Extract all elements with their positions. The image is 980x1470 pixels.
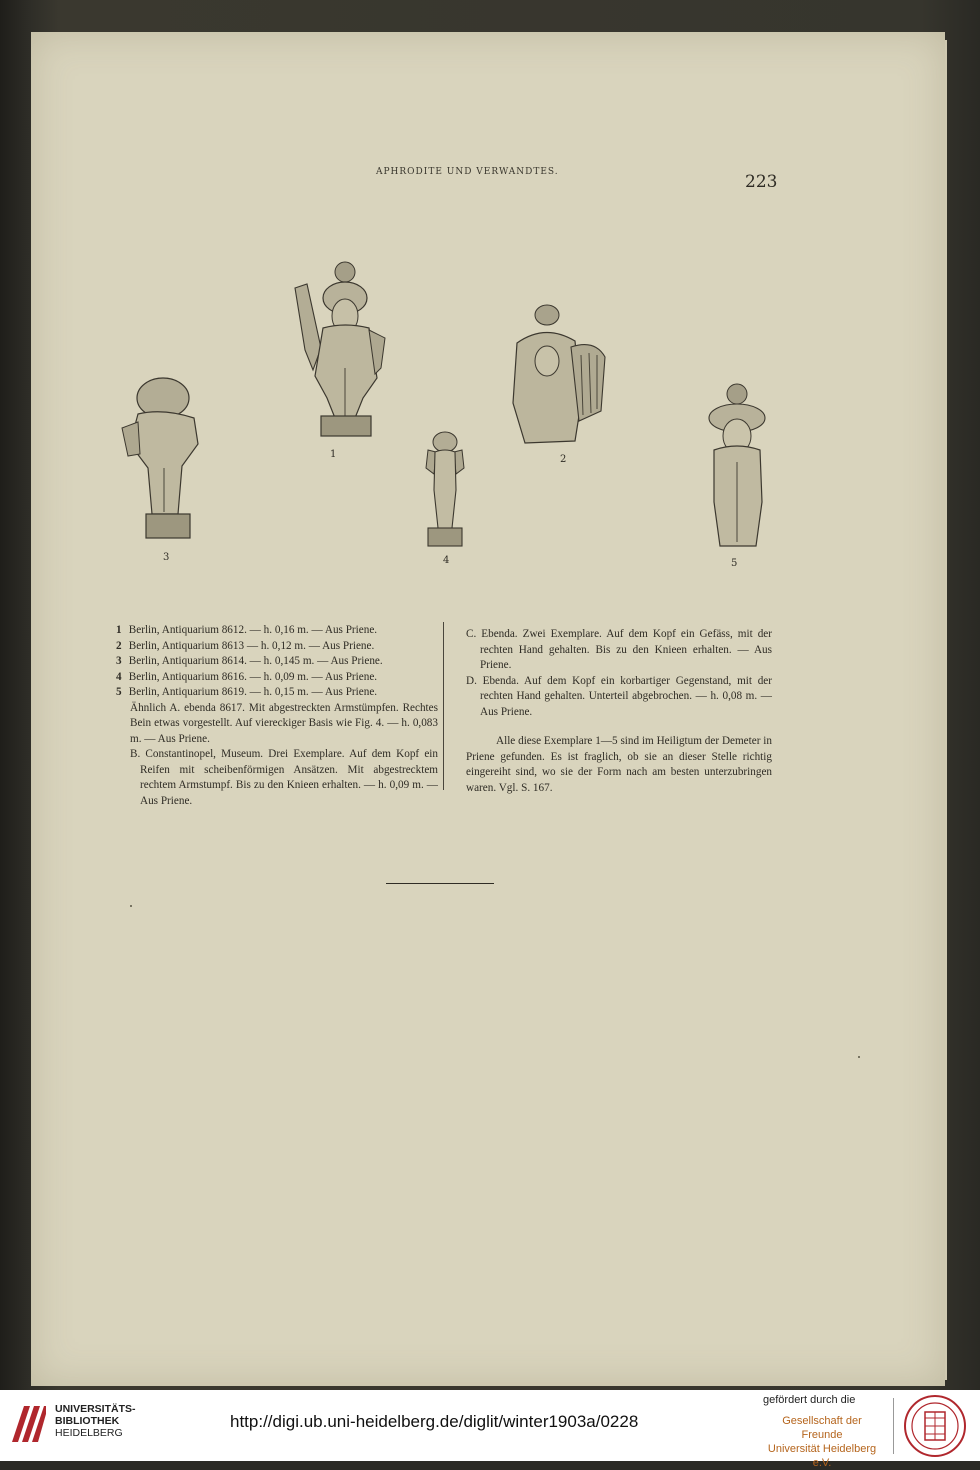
figure-2-statuette	[505, 303, 615, 453]
caption-note-b: B. Constantinopel, Museum. Drei Exemplare. Auf dem Kopf ein Reifen mit scheibenförmigen Ansätzen. Mit abgestrecktem rechtem Armstumpf. Bis zu den Knieen erhalten. — h. 0,09 m. — Aus Priene.	[130, 748, 438, 807]
figure-1-statuette	[285, 258, 395, 440]
column-divider	[443, 622, 444, 790]
caption-entry: 5 Berlin, Antiquarium 8619. — h. 0,15 m. — Aus Priene.	[116, 686, 378, 698]
caption-note-c: C. Ebenda. Zwei Exemplare. Auf dem Kopf ein Gefäss, mit der rechten Hand gehalten. Bis zu den Knieen erhalten. — Aus Priene.	[466, 628, 772, 671]
university-seal-icon	[903, 1394, 967, 1458]
footer-separator	[893, 1398, 894, 1454]
captions-left	[116, 623, 438, 809]
figure-5-statuette	[700, 382, 775, 554]
caption-entry: 3 Berlin, Antiquarium 8614. — h. 0,145 m. — Aus Priene.	[116, 655, 383, 667]
caption-note-d: D. Ebenda. Auf dem Kopf ein korbartiger Gegenstand, mit der rechten Hand gehalten. Unterteil abgebrochen. — h. 0,08 m. — Aus Priene.	[466, 674, 772, 718]
page-number: 223	[745, 172, 778, 192]
paper-speck	[130, 905, 132, 907]
sponsor-label: gefördert durch die	[763, 1394, 856, 1406]
figure-3-statuette	[118, 374, 218, 544]
library-name: UNIVERSITÄTS- BIBLIOTHEK HEIDELBERG	[55, 1403, 136, 1439]
paper-speck	[858, 1056, 860, 1058]
end-rule	[386, 883, 494, 884]
figure-4-label: 4	[443, 555, 450, 566]
figure-1-label: 1	[330, 449, 337, 460]
permalink-url[interactable]: http://digi.ub.uni-heidelberg.de/diglit/winter1903a/0228	[230, 1412, 639, 1431]
caption-summary: Alle diese Exemplare 1—5 sind im Heiligtum der Demeter in Priene gefunden. Es ist fraglich, ob sie an dieser Stelle richtig eingereiht sind, wo sie der Form nach am besten unterzubringen waren. Vgl. S. 167.	[466, 735, 772, 794]
sponsor-name[interactable]: Gesellschaft der Freunde Universität Heidelberg e.V.	[767, 1415, 877, 1469]
caption-entry: 1 Berlin, Antiquarium 8612. — h. 0,16 m. — Aus Priene.	[116, 624, 378, 636]
captions-right	[466, 627, 772, 796]
viewer-footer	[0, 1390, 980, 1469]
caption-note-a: Ähnlich A. ebenda 8617. Mit abgestreckten Armstümpfen. Rechtes Bein etwas vorgestellt. Auf viereckiger Basis wie Fig. 4. — h. 0,083 m. — Aus Priene.	[130, 701, 438, 745]
caption-entry: 4 Berlin, Antiquarium 8616. — h. 0,09 m. — Aus Priene.	[116, 670, 378, 683]
university-library-logo	[10, 1402, 48, 1446]
figure-5-label: 5	[731, 558, 738, 569]
figure-2-label: 2	[560, 454, 567, 465]
figure-3-label: 3	[163, 552, 170, 563]
running-title: APHRODITE UND VERWANDTES.	[376, 167, 559, 177]
caption-entry: 2 Berlin, Antiquarium 8613 — h. 0,12 m. — Aus Priene.	[116, 639, 375, 652]
figure-4-statuette	[420, 430, 470, 550]
